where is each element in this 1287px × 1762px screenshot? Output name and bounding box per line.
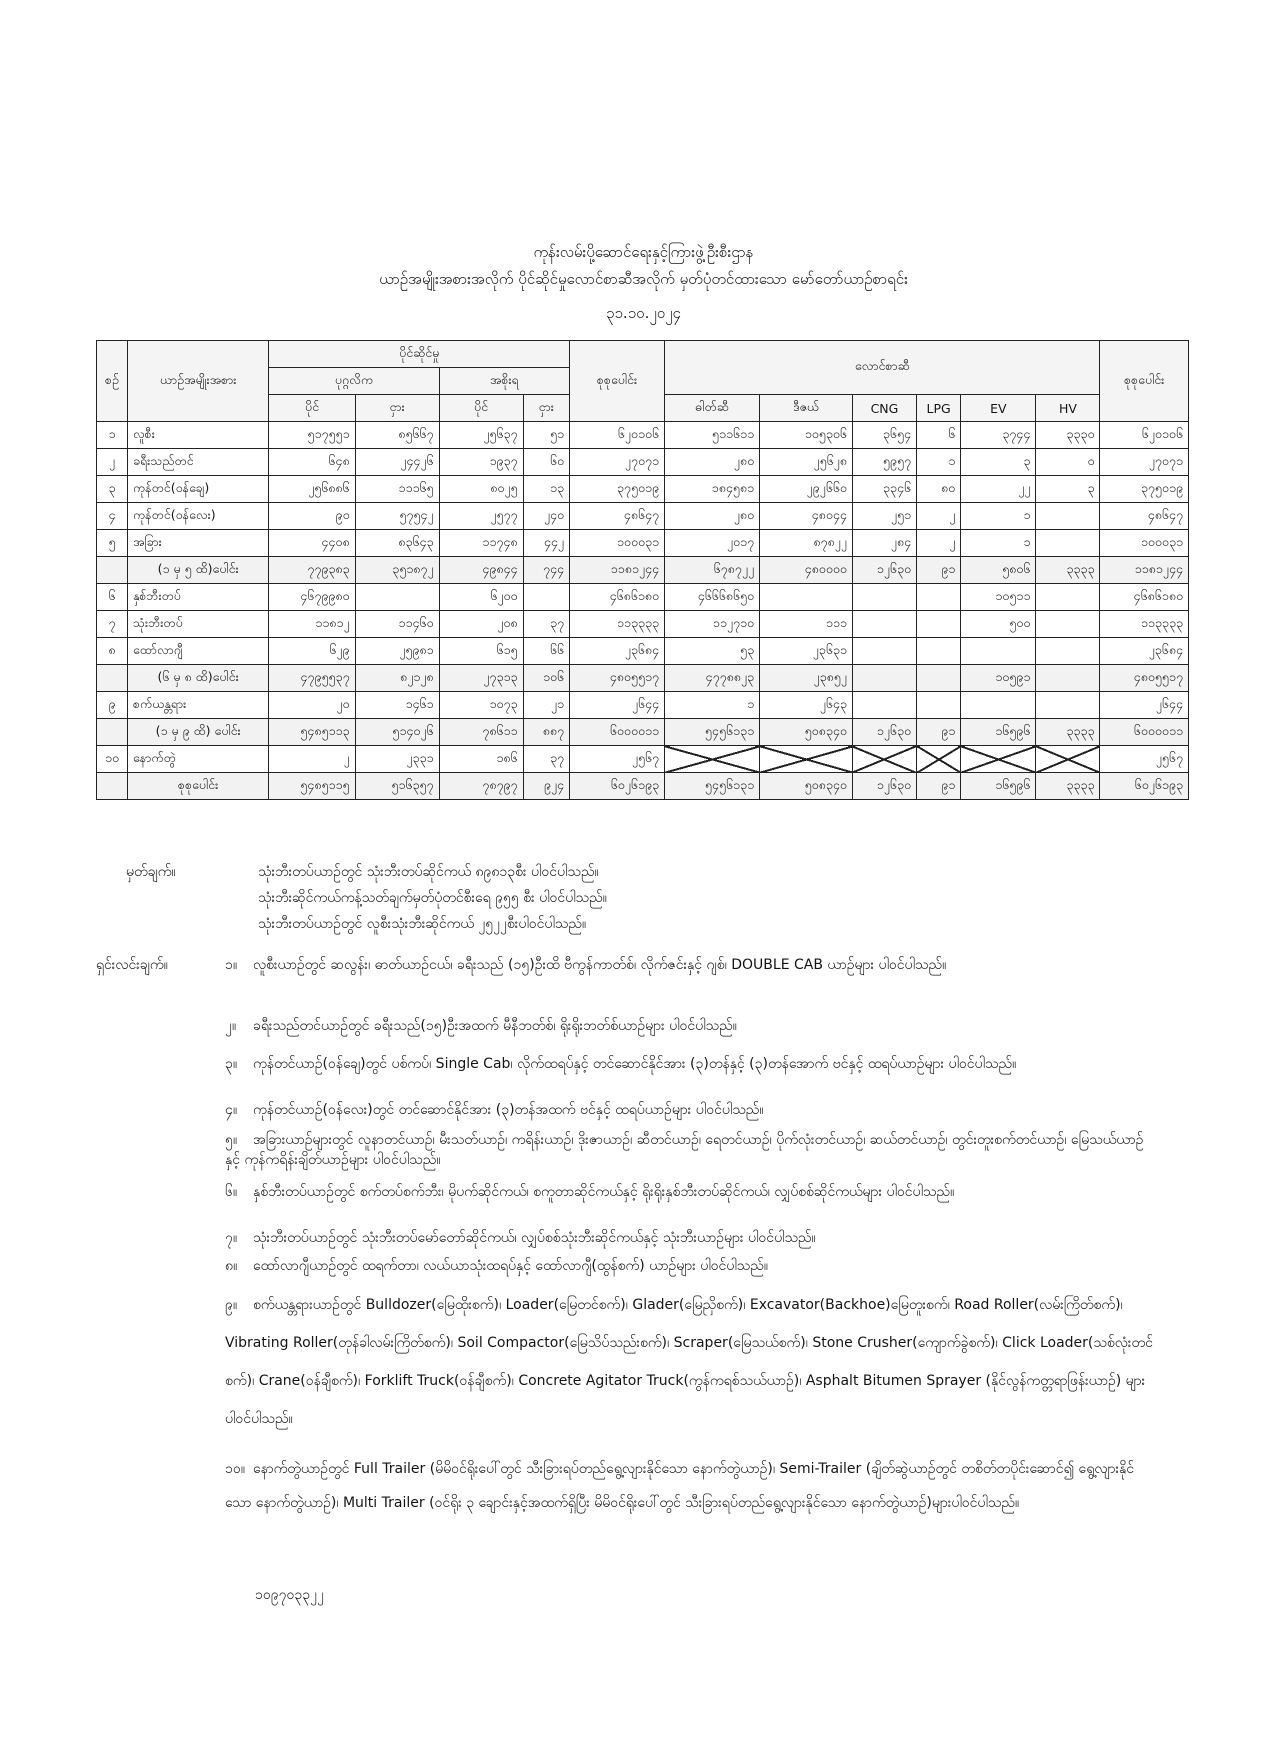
row-vehicle-type: စက်ယန္တရား [127, 692, 268, 719]
table-cell: ၂၃၆၃၁ [760, 638, 853, 665]
table-cell [760, 584, 853, 611]
table-cell: ၁၁၁ [760, 611, 853, 638]
explanation-text: ကုန်တင်ယာဉ်(ဝန်ချေ)တွင် ပစ်ကပ်၊ Single Cab၊ လိုက်ထရပ်နှင့် တင်ဆောင်နိုင်အား (၃)တန်နှင့် (၃)တန်အောက် ဗင်နှင့် ထရပ်ယာဉ်များ ပါဝင်ပါသည်။ [253, 1056, 1017, 1072]
row-vehicle-type: ကုန်တင်(ဝန်ချေ) [127, 476, 268, 503]
table-cell [852, 692, 916, 719]
table-cell: ၃ [1036, 476, 1100, 503]
table-row [97, 692, 1189, 719]
table-cell: ၃၃၄၆ [852, 476, 916, 503]
table-cell: ၈၀ [917, 476, 961, 503]
table-cell [917, 692, 961, 719]
table-cell: ၁၀၅၁၁ [961, 584, 1036, 611]
table-cell: ၅၈၀၆ [961, 557, 1036, 584]
table-cell: ၂၂ [961, 476, 1036, 503]
explanation-number: ၁၀။ [225, 1461, 245, 1477]
table-cell: ၄၉၈၄၄ [439, 557, 523, 584]
table-cell: ၂၅၆၃၇ [439, 422, 523, 449]
table-cell [1036, 503, 1100, 530]
table-cell: ၁၁၇၄၈ [439, 530, 523, 557]
table-cell: ၅၄၈၅၁၁၃ [269, 719, 355, 746]
table-cell: ၅၁၆၃၅၇ [355, 773, 439, 800]
explanation-item [225, 1182, 1155, 1202]
table-cell: ၀ [1036, 449, 1100, 476]
row-serial: ၈ [97, 638, 128, 665]
table-row [97, 503, 1189, 530]
table-row [97, 557, 1189, 584]
table-cell: ၄၈၀၅၅၁၇ [1100, 665, 1189, 692]
table-cell: ၅၃ [665, 638, 760, 665]
table-cell: ၅၀၀ [961, 611, 1036, 638]
table-cell: ၆၀၀၀၀၁၁ [570, 719, 665, 746]
table-cell: ၁၆၅၉၆ [961, 719, 1036, 746]
table-cell [917, 611, 961, 638]
table-cell: ၂၅၆၈၈၆ [269, 476, 355, 503]
table-cell: ၄၆၇၉၉၈၀ [269, 584, 355, 611]
table-cell: ၁၀၆ [523, 665, 569, 692]
table-cell [1036, 530, 1100, 557]
table-cell: ၄၈၆၄၇ [1100, 503, 1189, 530]
table-cell: ၂၆၄၄ [1100, 692, 1189, 719]
explanation-text: ထော်လာဂျီယာဉ်တွင် ထရက်တာ၊ လယ်ယာသုံးထရပ်နှင့် ထော်လာဂျီ(ထွန်စက်) ယာဉ်များ ပါဝင်ပါသည်။ [253, 1258, 768, 1274]
table-cell: ၁၃ [523, 476, 569, 503]
table-cell: ၂ [917, 530, 961, 557]
explanation-number: ၄။ [225, 1102, 238, 1118]
table-cell: ၉၁ [917, 557, 961, 584]
table-cell: ၁၀၇၃ [439, 692, 523, 719]
header-grand-total: စုစုပေါင်း [1100, 341, 1189, 422]
table-cell: ၆၇၈၇၂၂ [665, 557, 760, 584]
table-cell: ၅၁၁၆၁၁ [665, 422, 760, 449]
table-cell [917, 665, 961, 692]
table-cell: ၆၂၀၁၀၆ [1100, 422, 1189, 449]
header-fuel-petrol: ဓါတ်ဆီ [665, 395, 760, 422]
row-vehicle-type: (၆ မှ ၈ ထိ)ပေါင်း [127, 665, 268, 692]
remark-line: သုံးဘီးဆိုင်ကယ်ကန့်သတ်ချက်မှတ်ပုံတင်စီးရေ ၉၅၅ စီး ပါဝင်ပါသည်။ [258, 890, 607, 906]
table-cell [1036, 692, 1100, 719]
row-vehicle-type: (၁ မှ ၅ ထိ)ပေါင်း [127, 557, 268, 584]
row-vehicle-type: (၁ မှ ၉ ထိ) ပေါင်း [127, 719, 268, 746]
table-cell: ၂၈၀ [665, 503, 760, 530]
remark-line: သုံးဘီးတပ်ယာဉ်တွင် သုံးဘီးတပ်ဆိုင်ကယ် ၈၉၈၁၃စီး ပါဝင်ပါသည်။ [258, 864, 599, 880]
registration-table [96, 340, 1189, 800]
table-cell: ၁၂၆၃၀ [852, 719, 916, 746]
table-cell: ၄၄၀၈ [269, 530, 355, 557]
table-cell: ၂၄၄၂၆ [355, 449, 439, 476]
table-cell: ၈၈၇ [523, 719, 569, 746]
table-cell [852, 584, 916, 611]
table-row [97, 611, 1189, 638]
table-cell: ၅၄၈၅၁၁၅ [269, 773, 355, 800]
table-cell: ၈၂၁၂၈ [355, 665, 439, 692]
table-cell [760, 746, 853, 773]
header-line-1: ကုန်းလမ်းပို့ဆောင်ရေးနှင့်ကြားဖွဲ့ဦးစီးဌာန [533, 243, 754, 261]
table-cell: ၉၂၄ [523, 773, 569, 800]
table-cell: ၄၈၀၅၅၁၇ [570, 665, 665, 692]
table-cell: ၁၂၆၃၀ [852, 557, 916, 584]
table-cell: ၄၇၉၅၅၃၇ [269, 665, 355, 692]
table-cell: ၆၀၂၆၁၉၃ [1100, 773, 1189, 800]
table-cell: ၆၀၀၀၀၁၁ [1100, 719, 1189, 746]
table-cell: ၃၇ [523, 746, 569, 773]
table-cell: ၁ [917, 449, 961, 476]
table-cell [852, 746, 916, 773]
table-cell: ၇၈၆၁၁ [439, 719, 523, 746]
table-cell: ၈၃၆၄၃ [355, 530, 439, 557]
explanation-text: နှစ်ဘီးတပ်ယာဉ်တွင် စက်တပ်စက်ဘီး၊ မိုပက်ဆိုင်ကယ်၊ စကူတာဆိုင်ကယ်နှင့် ရိုးရိုးနှစ်ဘီးတပ်ဆိုင်ကယ်၊ လျှပ်စစ်ဆိုင်ကယ်များ ပါဝင်ပါသည်။ [253, 1184, 955, 1200]
row-serial: ၁ [97, 422, 128, 449]
table-cell: ၅၁ [523, 422, 569, 449]
row-vehicle-type: နောက်တွဲ [127, 746, 268, 773]
table-cell: ၁ [961, 530, 1036, 557]
table-cell: ၆၆ [523, 638, 569, 665]
table-row [97, 746, 1189, 773]
table-cell: ၂၅၉၈၁ [355, 638, 439, 665]
header-rental: ငှား [523, 395, 569, 422]
table-cell: ၈၅၆၆၇ [355, 422, 439, 449]
table-cell: ၂၈၄ [852, 530, 916, 557]
row-vehicle-type: ကုန်တင်(ဝန်လေး) [127, 503, 268, 530]
table-cell: ၂၃၈၅၂ [760, 665, 853, 692]
table-cell: ၂၃၃၁ [355, 746, 439, 773]
table-cell: ၆ [917, 422, 961, 449]
table-cell [852, 665, 916, 692]
header-date: ၃၁.၁၀.၂၀၂၄ [606, 304, 681, 322]
explanation-number: ၂။ [225, 1018, 237, 1034]
row-vehicle-type: အခြား [127, 530, 268, 557]
table-cell: ၂၃၆၈၄ [1100, 638, 1189, 665]
explanation-text: လူစီးယာဉ်တွင် ဆလွန်း၊ ဓာတ်ယာဉ်ငယ်၊ ခရီးသည် (၁၅)ဦးထိ ဗီကွန်ကာတ်စ်၊ လိုက်ဇင်းနှင့် ဂျစ်၊ DOUBLE CAB ယာဉ်များ ပါဝင်ပါသည်။ [253, 957, 947, 973]
table-cell [1036, 746, 1100, 773]
explanation-item [225, 1100, 1155, 1120]
row-serial: ၁၀ [97, 746, 128, 773]
table-cell: ၁၀၀၀၃၁ [570, 530, 665, 557]
remarks-label: မှတ်ချက်။ [126, 864, 176, 880]
row-serial: ၅ [97, 530, 128, 557]
table-cell: ၁၉၃၇ [439, 449, 523, 476]
table-cell: ၁၁၈၁၂ [269, 611, 355, 638]
table-cell: ၁၄၆၁ [355, 692, 439, 719]
table-cell: ၂၆၄၄ [570, 692, 665, 719]
table-cell: ၃၃၃၃ [1036, 557, 1100, 584]
row-serial: ၄ [97, 503, 128, 530]
row-vehicle-type: စုစုပေါင်း [127, 773, 268, 800]
row-serial: ၃ [97, 476, 128, 503]
table-cell: ၅၁၇၅၅၁ [269, 422, 355, 449]
table-cell: ၁၀၅၉၁ [961, 665, 1036, 692]
header-rental: ငှား [355, 395, 439, 422]
header-fuel-ev: EV [961, 395, 1036, 422]
header-fuel-hv: HV [1036, 395, 1100, 422]
table-row [97, 719, 1189, 746]
table-cell: ၉၀ [269, 503, 355, 530]
table-cell: ၁၁၃၃၃၃ [570, 611, 665, 638]
table-cell: ၅၁၄၀၂၆ [355, 719, 439, 746]
header-fuel-lpg: LPG [917, 395, 961, 422]
table-cell: ၅၇၅၄၂ [355, 503, 439, 530]
table-cell: ၄၈၀၀၀၀ [760, 557, 853, 584]
row-serial: ၉ [97, 692, 128, 719]
table-cell: ၁၀၅၃၀၆ [760, 422, 853, 449]
table-cell: ၁ [961, 503, 1036, 530]
row-serial [97, 719, 128, 746]
table-cell [355, 584, 439, 611]
row-serial [97, 665, 128, 692]
table-cell: ၄၄၂ [523, 530, 569, 557]
explanation-item [225, 1286, 1155, 1438]
table-row [97, 449, 1189, 476]
header-owner: ပိုင် [439, 395, 523, 422]
table-cell: ၁၈၄၅၈၁ [665, 476, 760, 503]
row-serial: ၆ [97, 584, 128, 611]
table-cell: ၈၀၂၅ [439, 476, 523, 503]
table-cell: ၇၇၉၃၈၃ [269, 557, 355, 584]
table-cell: ၃၇၄၄ [961, 422, 1036, 449]
table-cell: ၂၄၀ [523, 503, 569, 530]
explanation-number: ၃။ [225, 1056, 238, 1072]
table-cell: ၆၂၀၀ [439, 584, 523, 611]
explanation-item [225, 1256, 1155, 1276]
header-ownership: ပိုင်ဆိုင်မှု [269, 341, 570, 368]
header-government: အစိုးရ [439, 368, 569, 395]
explanation-text: စက်ယန္တရားယာဉ်တွင် Bulldozer(မြေထိုးစက်)၊ Loader(မြေတင်စက်)၊ Glader(မြေညှိစက်)၊ Excavator(Backhoe)မြေတူးစက်၊ Road Roller(လမ်းကြိတ်စက်)၊ Vibrating Roller(တုန်ခါလမ်းကြိတ်စက်)၊ Soil Compactor(မြေသိပ်သည်းစက်)၊ Scraper(မြေသယ်စက်)၊ Stone Crusher(ကျောက်ခွဲစက်)၊ Click Loader(သစ်လုံးတင်စက်)၊ Crane(ဝန်ချီစက်)၊ Forklift Truck(ဝန်ချီစက်)၊ Concrete Agitator Truck(ကွန်ကရစ်သယ်ယာဉ်)၊ Asphalt Bitumen Sprayer (နိုင်လွန်ကတ္တရာဖြန်းယာဉ်) များ ပါဝင်ပါသည်။ [225, 1297, 1153, 1427]
table-cell: ၇၄၄ [523, 557, 569, 584]
table-cell [852, 638, 916, 665]
table-cell [852, 611, 916, 638]
table-cell: ၃၃၃၃ [1036, 773, 1100, 800]
table-cell: ၆၂၀၁၀၆ [570, 422, 665, 449]
header-fuel-diesel: ဒီဇယ် [760, 395, 853, 422]
row-vehicle-type: လူစီး [127, 422, 268, 449]
header-serial: စဉ် [97, 341, 128, 422]
table-cell: ၂၇၀၇၁ [1100, 449, 1189, 476]
table-cell: ၆၄၈ [269, 449, 355, 476]
header-total: စုစုပေါင်း [570, 341, 665, 422]
table-cell: ၄၈၀၄၄ [760, 503, 853, 530]
table-cell: ၂၅၁ [852, 503, 916, 530]
header-private: ပုဂ္ဂလိက [269, 368, 439, 395]
table-cell: ၄၆၈၆၁၈၀ [570, 584, 665, 611]
table-cell [961, 692, 1036, 719]
table-row [97, 773, 1189, 800]
table-cell: ၂၉၂၆၆၀ [760, 476, 853, 503]
table-cell: ၃၅၁၈၇၂ [355, 557, 439, 584]
explanation-item [225, 1054, 1155, 1074]
explanation-number: ၆။ [225, 1184, 238, 1200]
table-cell: ၉၁ [917, 773, 961, 800]
table-cell: ၂၀၁၇ [665, 530, 760, 557]
row-vehicle-type: ထော်လာဂျီ [127, 638, 268, 665]
table-cell [1036, 611, 1100, 638]
table-cell [523, 584, 569, 611]
table-cell: ၅၀၈၃၄၀ [760, 773, 853, 800]
table-cell: ၃၃၃၀ [1036, 422, 1100, 449]
table-cell [917, 746, 961, 773]
row-serial [97, 557, 128, 584]
explanation-number: ၅။ [225, 1132, 238, 1148]
table-cell: ၅၉၅၇ [852, 449, 916, 476]
explanation-number: ၁။ [225, 957, 238, 973]
table-cell: ၃၇၅၀၁၉ [570, 476, 665, 503]
signature-number: ၁၀၉၇၀၃၃၂၂ [255, 1587, 324, 1603]
table-cell: ၆၁၅ [439, 638, 523, 665]
table-row [97, 476, 1189, 503]
table-cell: ၂ [917, 503, 961, 530]
explanation-text: နောက်တွဲယာဉ်တွင် Full Trailer (မိမိဝင်ရိုးပေါ်တွင် သီးခြားရပ်တည်ရွေ့လျားနိုင်သော နောက်တွဲယာဉ်)၊ Semi-Trailer (ချိတ်ဆွဲယာဉ်တွင် တစိတ်တပိုင်းဆောင်၍ ရွေ့လျားနိုင်သော နောက်တွဲယာဉ်)၊ Multi Trailer (ဝင်ရိုး ၃ ချောင်းနှင့်အထက်ရှိပြီး မိမိဝင်ရိုးပေါ်တွင် သီးခြားရပ်တည်ရွေ့လျားနိုင်သော နောက်တွဲယာဉ်)များပါဝင်ပါသည်။ [225, 1461, 1135, 1511]
explanation-text: ခရီးသည်တင်ယာဉ်တွင် ခရီးသည်(၁၅)ဦးအထက် မီနီဘတ်စ်၊ ရိုးရိုးဘတ်စ်ယာဉ်များ ပါဝင်ပါသည်။ [253, 1018, 737, 1034]
table-cell [961, 638, 1036, 665]
table-cell: ၂၅၆၇ [570, 746, 665, 773]
table-cell [917, 638, 961, 665]
header-line-2: ယာဉ်အမျိုးအစားအလိုက် ပိုင်ဆိုင်မှုလောင်စာဆီအလိုက် မှတ်ပုံတင်ထားသော မော်တော်ယာဉ်စာရင်း [379, 270, 908, 288]
table-cell: ၃၇ [523, 611, 569, 638]
header-fuel-cng: CNG [852, 395, 916, 422]
table-cell: ၁၁၈၁၂၄၄ [570, 557, 665, 584]
table-row [97, 422, 1189, 449]
row-vehicle-type: နှစ်ဘီးတပ် [127, 584, 268, 611]
table-cell: ၂၇၀၇၁ [570, 449, 665, 476]
table-row [97, 638, 1189, 665]
table-cell: ၂၃၆၈၄ [570, 638, 665, 665]
table-cell: ၃၇၅၀၁၉ [1100, 476, 1189, 503]
header-fuel: လောင်စာဆီ [665, 341, 1100, 395]
explanation-number: ၉။ [225, 1297, 238, 1313]
table-cell [1036, 638, 1100, 665]
table-cell: ၂၅၇၇ [439, 503, 523, 530]
table-cell: ၄၇၇၈၈၂၃ [665, 665, 760, 692]
table-cell [961, 746, 1036, 773]
table-cell: ၄၆၆၆၈၆၅၀ [665, 584, 760, 611]
explanation-number: ၇။ [225, 1230, 238, 1246]
explanation-number: ၈။ [225, 1258, 238, 1274]
table-cell: ၂၁ [523, 692, 569, 719]
table-cell: ၂၀ [269, 692, 355, 719]
table-cell [1036, 584, 1100, 611]
header-vehicle-type: ယာဉ်အမျိုးအစား [127, 341, 268, 422]
row-serial: ၇ [97, 611, 128, 638]
table-cell: ၃၃၃၃ [1036, 719, 1100, 746]
table-cell: ၅၄၅၆၁၃၁ [665, 719, 760, 746]
row-serial: ၂ [97, 449, 128, 476]
table-cell: ၁၁၂၇၁၀ [665, 611, 760, 638]
table-cell: ၆၀ [523, 449, 569, 476]
table-cell: ၄၆၈၆၁၈၀ [1100, 584, 1189, 611]
remark-line: သုံးဘီးတပ်ယာဉ်တွင် လူစီးသုံးဘီးဆိုင်ကယ် ၂၅၂၂စီးပါဝင်ပါသည်။ [258, 916, 587, 932]
table-row [97, 665, 1189, 692]
table-cell [665, 746, 760, 773]
table-cell: ၆၂၉ [269, 638, 355, 665]
table-cell: ၄၈၆၄၇ [570, 503, 665, 530]
explanation-text: အခြားယာဉ်များတွင် လူနာတင်ယာဉ်၊ မီးသတ်ယာဉ်၊ ကရိန်းယာဉ်၊ ဒိုးဇာယာဉ်၊ ဆီတင်ယာဉ်၊ ရေတင်ယာဉ်၊ ပိုက်လုံးတင်ယာဉ်၊ ဆယ်တင်ယာဉ်၊ တွင်းတူးစက်တင်ယာဉ်၊ မြေသယ်ယာဉ်နှင့် ကုန်ကရိန်းချိတ်ယာဉ်များ ပါဝင်ပါသည်။ [225, 1132, 1144, 1168]
table-cell: ၃ [961, 449, 1036, 476]
table-cell: ၁၆၅၉၆ [961, 773, 1036, 800]
row-vehicle-type: ခရီးသည်တင် [127, 449, 268, 476]
table-cell: ၅၀၈၃၄၀ [760, 719, 853, 746]
explanation-item [225, 1016, 1155, 1036]
table-cell: ၁၁၈၁၂၄၄ [1100, 557, 1189, 584]
table-row [97, 530, 1189, 557]
table-cell: ၂၅၆၇ [1100, 746, 1189, 773]
table-cell: ၁၁၄၆၀ [355, 611, 439, 638]
table-cell: ၇၈၇၉၇ [439, 773, 523, 800]
table-cell: ၁၂၆၃၀ [852, 773, 916, 800]
row-vehicle-type: သုံးဘီးတပ် [127, 611, 268, 638]
explanation-item [225, 955, 1155, 975]
table-cell: ၁၀၀၀၃၁ [1100, 530, 1189, 557]
table-row [97, 584, 1189, 611]
table-cell: ၆၀၂၆၁၉၃ [570, 773, 665, 800]
table-cell: ၈၇၈၂၂ [760, 530, 853, 557]
explanation-label: ရှင်းလင်းချက်။ [96, 957, 168, 973]
table-cell: ၁၁၁၆၅ [355, 476, 439, 503]
table-cell: ၁၁၃၃၃၃ [1100, 611, 1189, 638]
table-cell: ၁၈၆ [439, 746, 523, 773]
explanation-text: သုံးဘီးတပ်ယာဉ်တွင် သုံးဘီးတပ်မော်တော်ဆိုင်ကယ်၊ လျှပ်စစ်သုံးဘီးဆိုင်ကယ်နှင့် သုံးဘီးယာဉ်များ ပါဝင်ပါသည်။ [253, 1230, 816, 1246]
row-serial [97, 773, 128, 800]
table-cell: ၂ [269, 746, 355, 773]
table-cell: ၂၀၈ [439, 611, 523, 638]
table-cell [1036, 665, 1100, 692]
explanation-text: ကုန်တင်ယာဉ်(ဝန်လေး)တွင် တင်ဆောင်နိုင်အား (၃)တန်အထက် ဗင်နှင့် ထရပ်ယာဉ်များ ပါဝင်ပါသည်။ [253, 1102, 764, 1118]
table-cell: ၉၁ [917, 719, 961, 746]
table-cell: ၁ [665, 692, 760, 719]
table-cell: ၃၆၅၄ [852, 422, 916, 449]
header-owner: ပိုင် [269, 395, 355, 422]
explanation-item [225, 1228, 1155, 1248]
table-cell [917, 584, 961, 611]
table-cell: ၂၆၄၃ [760, 692, 853, 719]
explanation-item [225, 1130, 1155, 1170]
table-cell: ၂၇၃၁၃ [439, 665, 523, 692]
explanation-item [225, 1452, 1155, 1520]
table-cell: ၂၅၆၂၈ [760, 449, 853, 476]
table-cell: ၂၈၀ [665, 449, 760, 476]
table-cell: ၅၄၅၆၁၃၁ [665, 773, 760, 800]
